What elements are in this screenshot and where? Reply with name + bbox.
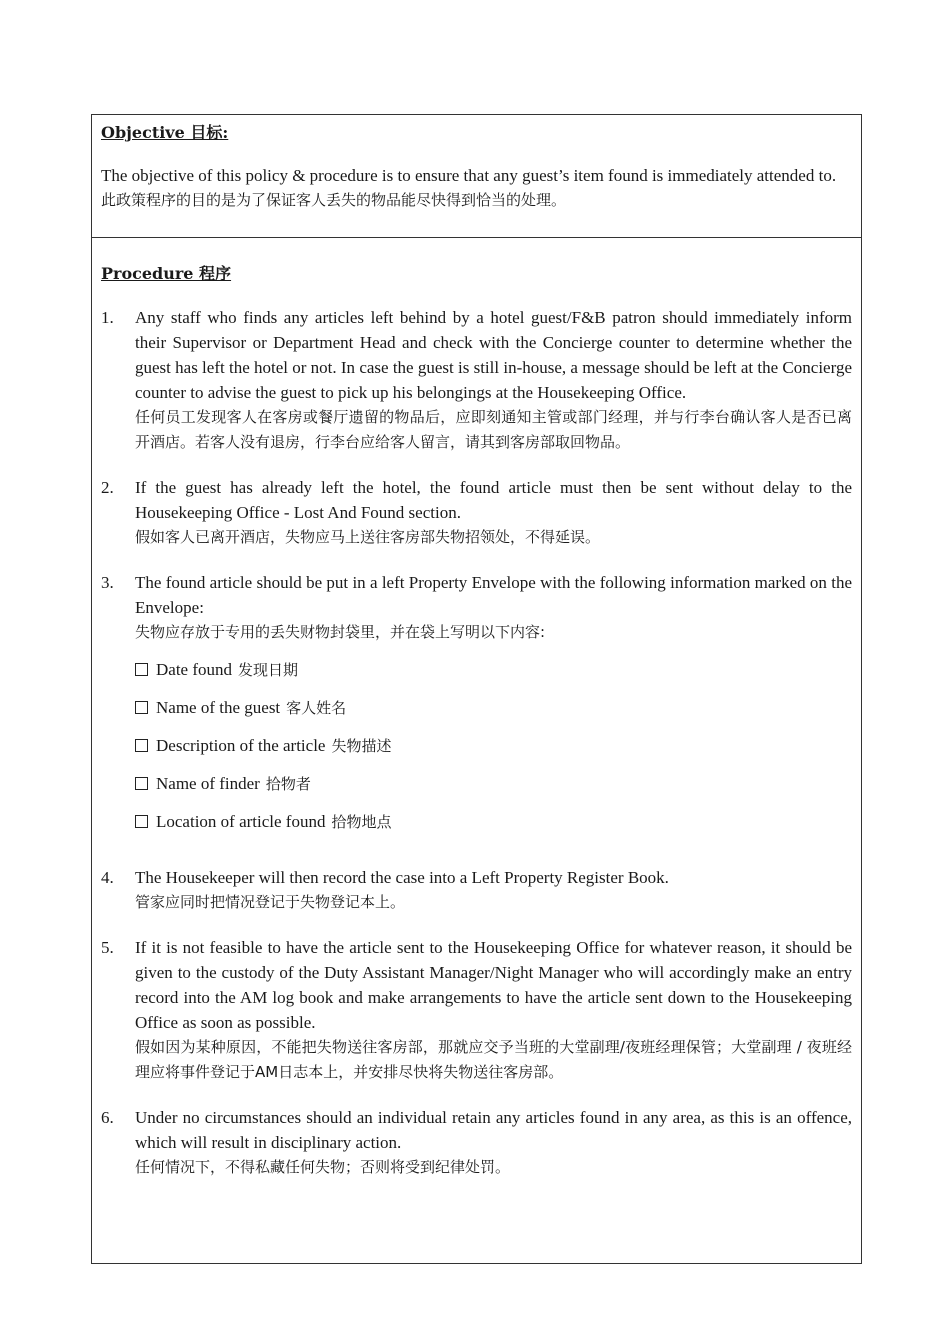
- item-text-zh: 假如因为某种原因，不能把失物送往客房部，那就应交予当班的大堂副理/夜班经理保管；大堂副理 / 夜班经理应将事件登记于AM日志本上，并安排尽快将失物送往客房部。: [135, 1038, 852, 1081]
- objective-body: [101, 163, 852, 213]
- item-text-en: The found article should be put in a left Property Envelope with the following information marked on the Envelope:: [135, 573, 852, 617]
- item-text-zh: 失物应存放于专用的丢失财物封袋里，并在袋上写明以下内容:: [135, 623, 546, 641]
- checklist-text-zh: 拾物者: [265, 775, 311, 793]
- checklist-item: [135, 771, 852, 809]
- item-text-en: Under no circumstances should an individual retain any articles found in any area, as this is an offence, which will result in disciplinary action.: [135, 1108, 852, 1152]
- item-text-zh: 任何员工发现客人在客房或餐厅遗留的物品后，应即刻通知主管或部门经理，并与行李台确认客人是否已离开酒店。若客人没有退房，行李台应给客人留言，请其到客房部取回物品。: [135, 408, 852, 451]
- item-number: 6.: [101, 1108, 114, 1127]
- checklist-text-en: Description of the article: [156, 736, 326, 755]
- item-text-en: If the guest has already left the hotel, the found article must then be sent without delay to the Housekeeping Office - Lost And Found section.: [135, 478, 852, 522]
- checklist-item: [135, 733, 852, 771]
- item-number: 1.: [101, 308, 114, 327]
- procedure-list: [101, 305, 852, 1180]
- item-text-en: The Housekeeper will then record the case into a Left Property Register Book.: [135, 868, 669, 887]
- procedure-item-4: [101, 865, 852, 915]
- item-number: 5.: [101, 938, 114, 957]
- objective-text-en: The objective of this policy & procedure is to ensure that any guest’s item found is immediately attended to.: [101, 166, 837, 185]
- procedure-item-5: [101, 935, 852, 1085]
- procedure-item-2: [101, 475, 852, 550]
- item-text-zh: 任何情况下，不得私藏任何失物；否则将受到纪律处罚。: [135, 1158, 511, 1176]
- objective-heading: Objective 目标:: [101, 123, 229, 142]
- policy-table: [91, 114, 862, 1264]
- procedure-item-3: [101, 570, 852, 847]
- checklist-text-en: Location of article found: [156, 812, 326, 831]
- checklist-text-en: Date found: [156, 660, 233, 679]
- checkbox-icon: [135, 739, 148, 752]
- checkbox-icon: [135, 815, 148, 828]
- objective-text-zh: 此政策程序的目的是为了保证客人丢失的物品能尽快得到恰当的处理。: [101, 191, 567, 209]
- procedure-item-1: [101, 305, 852, 455]
- checklist-text-zh: 发现日期: [238, 661, 299, 679]
- item-text-en: Any staff who finds any articles left behind by a hotel guest/F&B patron should immediately inform their Supervisor or Department Head and check with the Concierge counter to determine whether the guest has left the hotel or not. In case the guest is still in-house, a message should be left at the Concierge counter to advise the guest to pick up his belongings at the Housekeeping Office.: [135, 308, 852, 402]
- item-number: 3.: [101, 573, 114, 592]
- checklist-text-zh: 拾物地点: [331, 813, 392, 831]
- procedure-heading: Procedure 程序: [101, 264, 232, 283]
- item-number: 2.: [101, 478, 114, 497]
- procedure-item-6: [101, 1105, 852, 1180]
- objective-section: [92, 115, 861, 238]
- checklist-text-en: Name of finder: [156, 774, 260, 793]
- item-number: 4.: [101, 868, 114, 887]
- envelope-checklist: [135, 657, 852, 847]
- checkbox-icon: [135, 663, 148, 676]
- item-text-zh: 假如客人已离开酒店，失物应马上送往客房部失物招领处，不得延误。: [135, 528, 601, 546]
- checklist-item: [135, 695, 852, 733]
- checkbox-icon: [135, 701, 148, 714]
- checklist-text-zh: 客人姓名: [286, 699, 347, 717]
- item-text-zh: 管家应同时把情况登记于失物登记本上。: [135, 893, 406, 911]
- checklist-text-zh: 失物描述: [331, 737, 392, 755]
- checklist-text-en: Name of the guest: [156, 698, 281, 717]
- item-text-en: If it is not feasible to have the article sent to the Housekeeping Office for whatever reason, it should be given to the custody of the Duty Assistant Manager/Night Manager who will accordingly make an entry record into the AM log book and make arrangements to have the article sent down to the Housekeeping Office as soon as possible.: [135, 938, 852, 1032]
- checkbox-icon: [135, 777, 148, 790]
- checklist-item: [135, 657, 852, 695]
- checklist-item: [135, 809, 852, 847]
